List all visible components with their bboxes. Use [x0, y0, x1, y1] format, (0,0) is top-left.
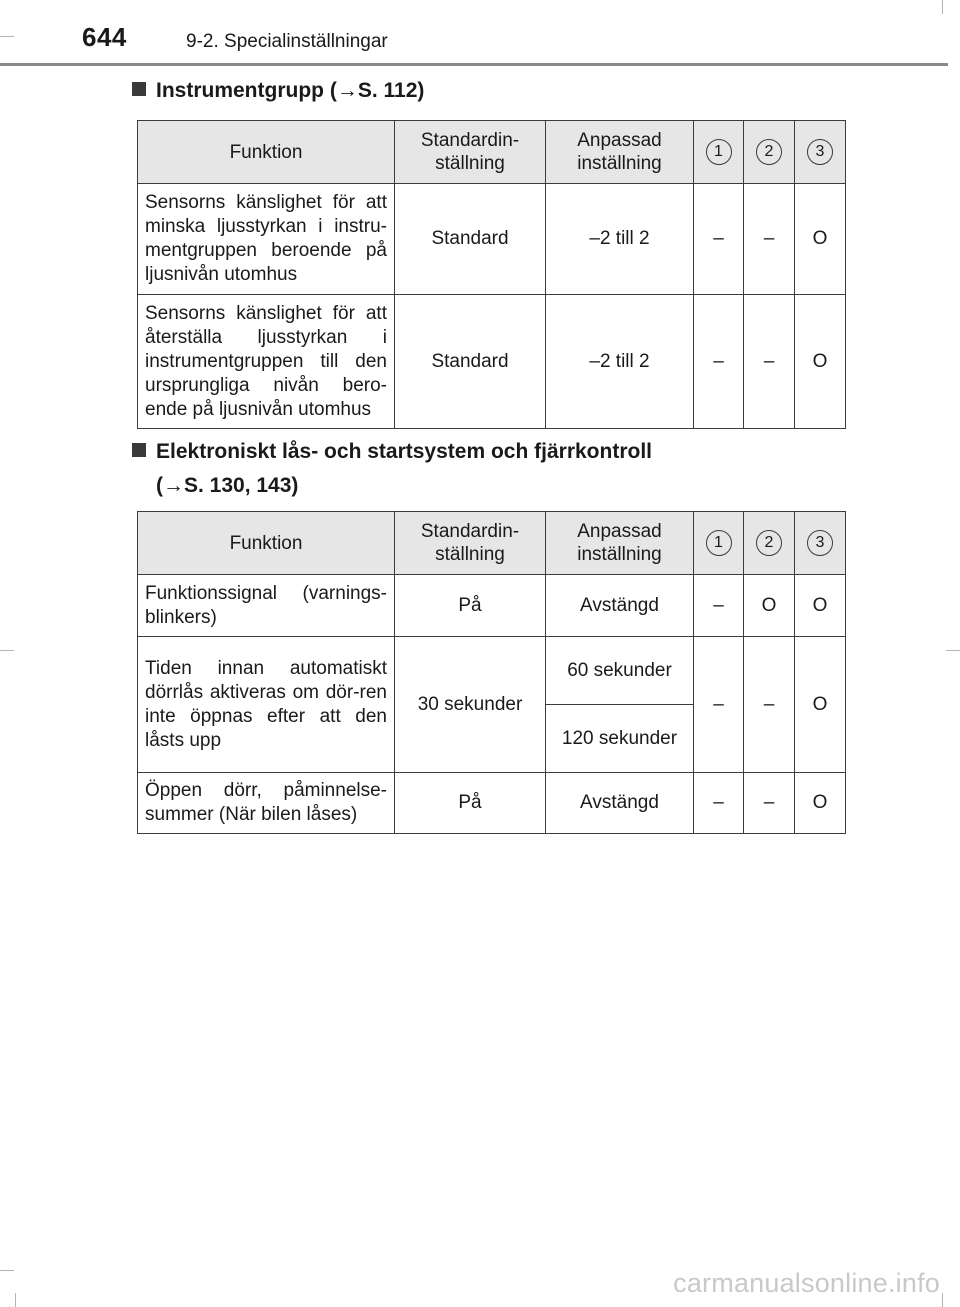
bullet-square-icon: [132, 82, 146, 96]
col-header-standard: Standardin- ställning: [395, 512, 546, 575]
cell-standard: På: [395, 773, 546, 834]
table-header-row: [138, 121, 846, 184]
cell-col1: –: [694, 637, 744, 773]
cell-col3: O: [795, 773, 846, 834]
col-header-3: [795, 512, 846, 575]
watermark: carmanualsonline.info: [673, 1268, 940, 1298]
table-row: [138, 184, 846, 295]
crop-mark: [0, 1270, 14, 1271]
crop-mark: [15, 1293, 16, 1307]
col-header-funktion: Funktion: [138, 121, 395, 184]
cell-col2: –: [744, 637, 795, 773]
cell-col2: –: [744, 184, 795, 295]
crop-mark: [942, 0, 943, 14]
col-header-anpassad: Anpassad inställning: [546, 121, 694, 184]
section-heading-instrumentgrupp: [132, 74, 424, 108]
circled-number-3-icon: 3: [807, 530, 833, 556]
page-header: [0, 0, 960, 70]
table-elektroniskt-las: [137, 511, 846, 834]
cell-funktion: Tiden innan automatiskt dörrlås aktiveras om dör-ren inte öppnas efter att den låsts upp: [138, 637, 395, 773]
circled-number-3-icon: 3: [807, 139, 833, 165]
cell-col3: O: [795, 637, 846, 773]
crop-mark: [0, 36, 14, 37]
table-row: [138, 575, 846, 637]
col-header-2: [744, 121, 795, 184]
col-header-1: [694, 512, 744, 575]
heading-ref: S. 112): [357, 79, 425, 102]
table-row: [138, 637, 846, 705]
cell-funktion: Sensorns känslighet för att återställa ljusstyrkan i instrumentgruppen till den ursprungliga nivån bero-ende på ljusnivån utomhus: [138, 295, 395, 429]
cell-col1: –: [694, 773, 744, 834]
crop-mark: [942, 1293, 943, 1307]
heading-paren: (: [156, 474, 163, 497]
section-heading-elektroniskt-las: [132, 435, 652, 503]
cell-standard: Standard: [395, 184, 546, 295]
cell-funktion: Öppen dörr, påminnelse-summer (När bilen låses): [138, 773, 395, 834]
col-header-2: [744, 512, 795, 575]
cell-anpassad-option: 60 sekunder: [546, 637, 694, 705]
cell-col3: O: [795, 295, 846, 429]
circled-number-2-icon: 2: [756, 530, 782, 556]
crop-mark: [946, 650, 960, 651]
cell-col3: O: [795, 575, 846, 637]
circled-number-1-icon: 1: [706, 530, 732, 556]
heading-text: Elektroniskt lås- och startsystem och fjärrkontroll: [156, 440, 652, 463]
col-header-3: [795, 121, 846, 184]
table-instrumentgrupp: [137, 120, 846, 429]
cell-funktion: Funktionssignal (varnings-blinkers): [138, 575, 395, 637]
col-header-funktion: Funktion: [138, 512, 395, 575]
cell-anpassad-option: 120 sekunder: [546, 705, 694, 773]
cell-anpassad: Avstängd: [546, 575, 694, 637]
col-header-anpassad: Anpassad inställning: [546, 512, 694, 575]
cell-anpassad: Avstängd: [546, 773, 694, 834]
col-header-1: [694, 121, 744, 184]
heading-ref: S. 130, 143): [184, 474, 299, 497]
cell-col1: –: [694, 575, 744, 637]
circled-number-2-icon: 2: [756, 139, 782, 165]
arrow-icon: →: [336, 79, 358, 102]
cell-standard: Standard: [395, 295, 546, 429]
table-header-row: [138, 512, 846, 575]
cell-col2: O: [744, 575, 795, 637]
header-rule: [0, 63, 948, 66]
arrow-icon: →: [163, 474, 184, 497]
cell-anpassad: –2 till 2: [546, 184, 694, 295]
bullet-square-icon: [132, 443, 146, 457]
cell-col1: –: [694, 184, 744, 295]
cell-standard: På: [395, 575, 546, 637]
page-number: 644: [82, 22, 127, 52]
col-header-standard: Standardin- ställning: [395, 121, 546, 184]
table-row: [138, 295, 846, 429]
cell-funktion: Sensorns känslighet för att minska ljusstyrkan i instru-mentgruppen beroende på ljusnivån utomhus: [138, 184, 395, 295]
cell-standard: 30 sekunder: [395, 637, 546, 773]
cell-col2: –: [744, 295, 795, 429]
table-row: [138, 773, 846, 834]
cell-anpassad: –2 till 2: [546, 295, 694, 429]
circled-number-1-icon: 1: [706, 139, 732, 165]
section-header: 9-2. Specialinställningar: [186, 31, 388, 52]
cell-col1: –: [694, 295, 744, 429]
cell-col3: O: [795, 184, 846, 295]
heading-text: Instrumentgrupp (: [156, 79, 337, 102]
crop-mark: [0, 650, 14, 651]
cell-col2: –: [744, 773, 795, 834]
